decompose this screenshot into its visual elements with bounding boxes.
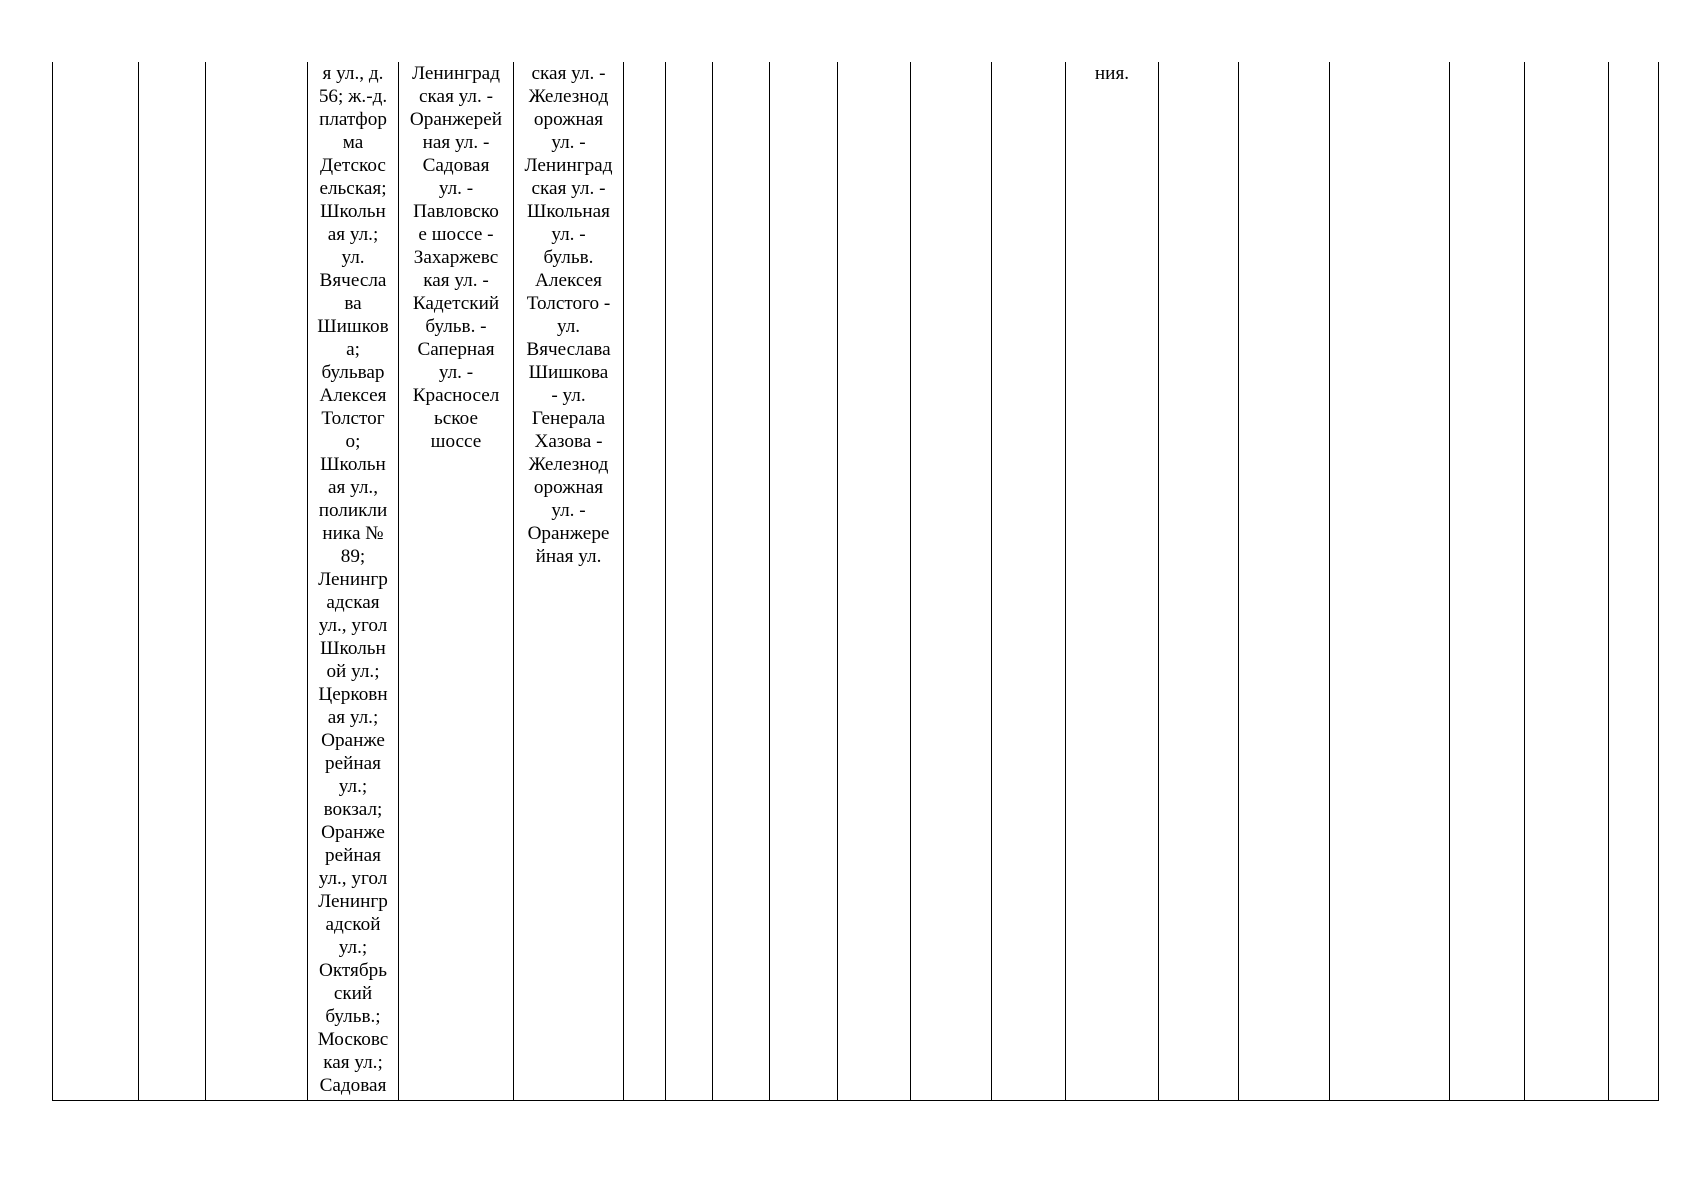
table-cell-route-forward [399,62,514,1101]
table-cell-note [1066,62,1159,1101]
table-cell-route-backward [514,62,624,1101]
route-forward-text: Ленинград ская ул. - Оранжерей ная ул. - Садовая ул. - Павловско е шоссе - Захаржевс кая ул. - Кадетский бульв. - Саперная ул. - Красносел ьское шоссе [409,63,503,452]
route-table-fragment [52,62,1659,1101]
table-cell-col9 [713,62,770,1101]
table-cell-col17 [1330,62,1450,1101]
table-cell-col7 [624,62,666,1101]
table-cell-col20 [1609,62,1659,1101]
table-cell-col8 [666,62,713,1101]
table-row [53,62,1659,1101]
table-cell-col13 [992,62,1066,1101]
table-cell-col11 [838,62,911,1101]
table-cell-stops [308,62,399,1101]
table-cell-col18 [1450,62,1525,1101]
route-backward-text: ская ул. - Железнод орожная ул. - Ленинград ская ул. - Школьная ул. - бульв. Алексея Толстого - ул. Вячеслава Шишкова - ул. Генерала Хазова - Железнод орожная ул. - Оранжере йная ул. [524,63,613,567]
table-cell-col1 [53,62,139,1101]
table-cell-col12 [911,62,992,1101]
table-cell-col10 [770,62,838,1101]
table-cell-col2 [139,62,206,1101]
table-cell-col15 [1159,62,1239,1101]
note-text: ния. [1094,63,1130,84]
stops-list-text: я ул., д. 56; ж.-д. платфор ма Детскос ельская; Школьн ая ул.; ул. Вячесла ва Шишков а; бульвар Алексея Толстог о; Школьн ая ул., поликли ника № 89; Ленингр адская ул., угол Школьн ой ул.; Церковн ая ул.; Оранже рейная ул.; вокзал; Оранже рейная ул., угол Ленингр адской ул.; Октябрь ский бульв.; Московс кая ул.; Садовая [317,63,389,1096]
table-cell-col3 [206,62,308,1101]
table-cell-col19 [1525,62,1609,1101]
table-cell-col16 [1239,62,1330,1101]
bus-routes-table [52,62,1659,1101]
